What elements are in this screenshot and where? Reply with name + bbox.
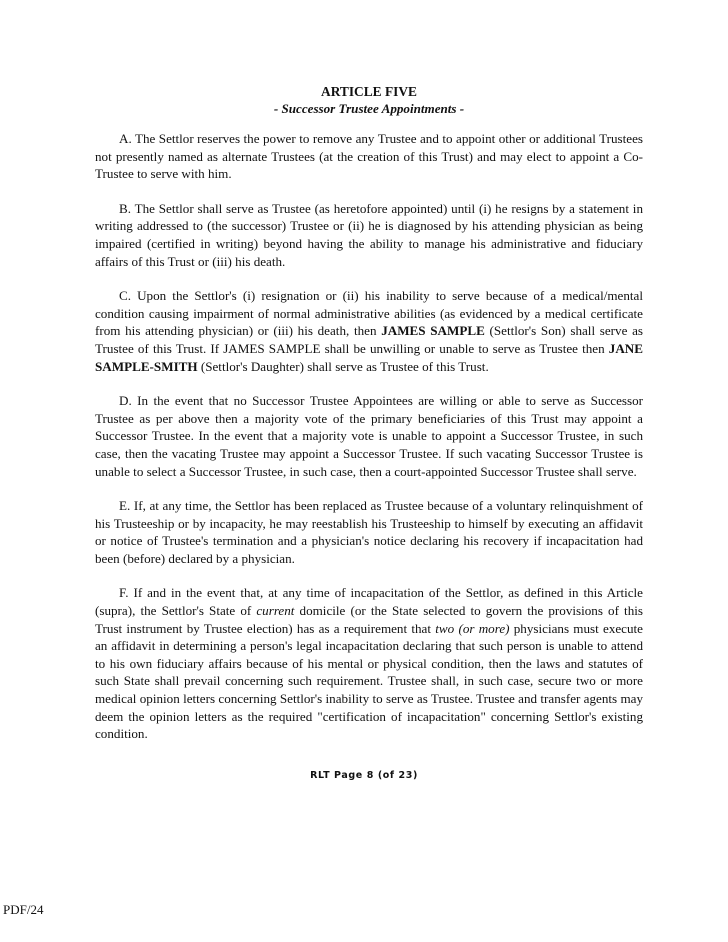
document-body	[95, 83, 643, 760]
paragraph-d: D. In the event that no Successor Trustee Appointees are willing or able to serve as Successor Trustee as per above then a majority vote of the primary beneficiaries of this Trust may appoint a Successor Trustee. In the event that a majority vote is unable to appoint a Successor Trustee, in such case, then the vacating Trustee may appoint a Successor Trustee. If such vacating Successor Trustee is unable to select a Successor Trustee, in such case, then a court-appointed Successor Trustee shall serve.	[95, 393, 643, 479]
paragraph-f-text-2: domicile (or the State selected to govern the provisions of this Trust instrument by Trustee election) has as a requirement that	[95, 603, 643, 636]
successor-name-1: JAMES SAMPLE	[381, 323, 485, 339]
paragraph-a: A. The Settlor reserves the power to remove any Trustee and to appoint other or additional Trustees not presently named as alternate Trustees (at the creation of this Trust) and may elect to appoint a Co-Trustee to serve with him.	[95, 131, 643, 182]
paragraph-c-text-3: (Settlor's Daughter) shall serve as Trustee of this Trust.	[197, 358, 489, 374]
paragraph-c-text-2: (Settlor's Son) shall serve as Trustee of this Trust. If JAMES SAMPLE shall be unwilling or unable to serve as Trustee then	[95, 323, 643, 356]
emphasis-current: current	[256, 603, 295, 619]
paragraph-c-text-1: C. Upon the Settlor's (i) resignation or (ii) his inability to serve because of a medical/mental condition causing impairment of normal administrative abilities (as evidenced by a medical certificate from his attending physician) or (iii) his death, then	[95, 288, 643, 339]
paragraph-f-text-3: physicians must execute an affidavit in determining a person's legal incapacitation declaring that such person is unable to attend to his own fiduciary affairs because of his mental or physical condition, then the laws and statutes of such State shall prevail concerning such requirement. Trustee shall, in such case, secure two or more medical opinion letters concerning Settlor's inability to serve as Trustee. Trustee and transfer agents may deem the opinion letters as the required "certification of incapacitation" concerning Settlor's existing condition.	[95, 620, 643, 742]
paragraph-b: B. The Settlor shall serve as Trustee (as heretofore appointed) until (i) he resigns by a statement in writing addressed to (the successor) Trustee or (ii) he is diagnosed by his attending physician as being impaired (certified in writing) beyond having the ability to manage his administrative and fiduciary affairs of this Trust or (iii) his death.	[95, 200, 643, 269]
paragraph-f-text-1: F. If and in the event that, at any time of incapacitation of the Settlor, as defined in this Article (supra), the Settlor's State of	[95, 585, 643, 619]
paragraph-f	[95, 584, 643, 742]
article-title: ARTICLE FIVE	[321, 84, 417, 99]
paragraph-e: E. If, at any time, the Settlor has been replaced as Trustee because of a voluntary relinquishment of his Trusteeship or by incapacity, he may reestablish his Trusteeship to himself by executing an affidavit or notice of Trustee's termination and a physician's notice declaring his recovery if incapacitation had been (before) declared by a physician.	[95, 498, 643, 566]
paragraph-c	[95, 287, 643, 375]
article-subtitle: - Successor Trustee Appointments -	[273, 101, 465, 116]
page-footer: RLT Page 8 (of 23)	[310, 770, 418, 781]
pdf-page-marker: PDF/24	[3, 902, 44, 917]
emphasis-two-or-more: two (or more)	[435, 620, 510, 636]
successor-name-2: JANE SAMPLE-SMITH	[95, 340, 643, 374]
